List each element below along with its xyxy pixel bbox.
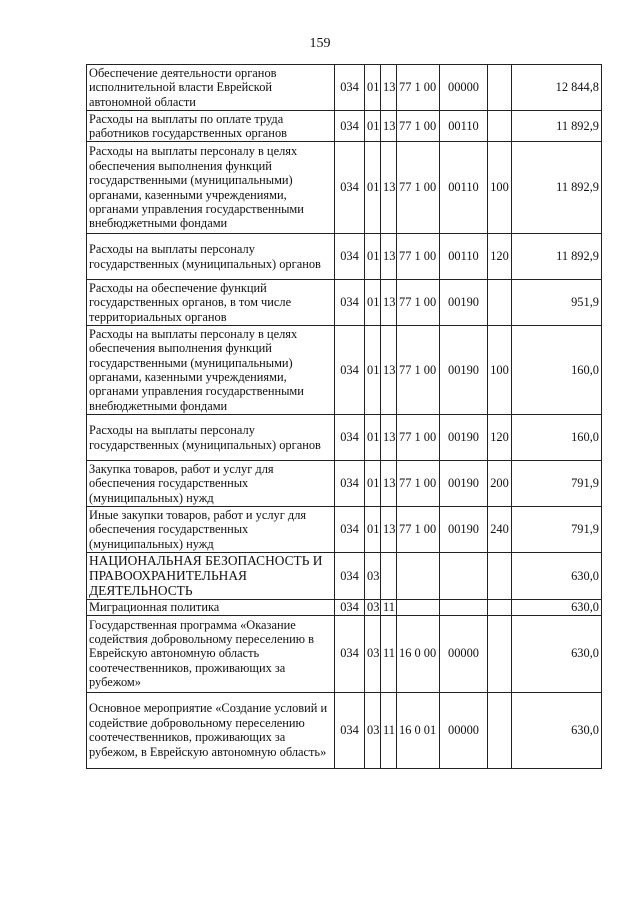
row-rz: 01 [365,326,381,415]
row-csr-code: 00000 [440,65,488,111]
row-vr [488,599,512,615]
row-name: Миграционная политика [87,599,335,615]
row-name: Расходы на выплаты персоналу в целях обеспечения выполнения функций государственными (муниципальными) органами, казенными учреждениями, органами управления государственными внебюджетными фондами [87,326,335,415]
row-amount: 951,9 [512,280,602,326]
row-amount: 160,0 [512,326,602,415]
row-grbs: 034 [335,461,365,507]
row-csr-code: 00190 [440,507,488,553]
row-rz: 01 [365,461,381,507]
row-rz: 01 [365,111,381,142]
row-pr: 13 [381,280,397,326]
row-pr: 11 [381,692,397,768]
row-name: Расходы на выплаты персоналу государственных (муниципальных) органов [87,415,335,461]
row-amount: 11 892,9 [512,142,602,234]
row-csr: 16 0 01 [397,692,440,768]
row-grbs: 034 [335,234,365,280]
row-csr: 77 1 00 [397,111,440,142]
row-grbs: 034 [335,65,365,111]
row-vr [488,553,512,600]
row-pr: 13 [381,326,397,415]
row-vr [488,615,512,692]
row-amount: 630,0 [512,615,602,692]
row-csr-code [440,599,488,615]
row-vr: 120 [488,234,512,280]
row-amount: 791,9 [512,461,602,507]
row-pr: 13 [381,234,397,280]
row-rz: 03 [365,692,381,768]
row-csr: 77 1 00 [397,280,440,326]
table-row [87,615,602,692]
row-name: Расходы на выплаты персоналу в целях обеспечения выполнения функций государственными (муниципальными) органами, казенными учреждениями, органами управления государственными внебюджетными фондами [87,142,335,234]
table-row [87,280,602,326]
row-csr-code: 00110 [440,142,488,234]
row-csr: 77 1 00 [397,326,440,415]
row-amount: 11 892,9 [512,234,602,280]
row-amount: 630,0 [512,553,602,600]
row-pr: 11 [381,599,397,615]
row-grbs: 034 [335,326,365,415]
row-rz: 03 [365,599,381,615]
row-rz: 01 [365,415,381,461]
row-amount: 160,0 [512,415,602,461]
row-pr: 13 [381,65,397,111]
row-grbs: 034 [335,615,365,692]
row-amount: 630,0 [512,692,602,768]
row-vr [488,65,512,111]
row-rz: 01 [365,65,381,111]
row-csr: 77 1 00 [397,65,440,111]
row-rz: 01 [365,234,381,280]
row-amount: 11 892,9 [512,111,602,142]
row-csr [397,599,440,615]
row-grbs: 034 [335,280,365,326]
row-csr: 16 0 00 [397,615,440,692]
row-grbs: 034 [335,415,365,461]
row-csr-code: 00110 [440,234,488,280]
row-name: Закупка товаров, работ и услуг для обеспечения государственных (муниципальных) нужд [87,461,335,507]
row-name: Расходы на обеспечение функций государственных органов, в том числе территориальных органов [87,280,335,326]
row-pr: 13 [381,507,397,553]
row-name: Основное мероприятие «Создание условий и содействие добровольному переселению соотечественников, проживающих за рубежом, в Еврейскую автономную область» [87,692,335,768]
row-csr-code: 00000 [440,615,488,692]
row-grbs: 034 [335,507,365,553]
row-csr: 77 1 00 [397,234,440,280]
row-csr-code: 00190 [440,326,488,415]
row-amount: 630,0 [512,599,602,615]
row-csr-code: 00110 [440,111,488,142]
table-row [87,234,602,280]
row-csr: 77 1 00 [397,461,440,507]
row-vr [488,111,512,142]
row-pr [381,553,397,600]
row-vr [488,280,512,326]
row-pr: 13 [381,142,397,234]
row-rz: 01 [365,507,381,553]
row-rz: 03 [365,615,381,692]
table-row [87,415,602,461]
row-csr: 77 1 00 [397,507,440,553]
row-pr: 13 [381,111,397,142]
row-name: Государственная программа «Оказание содействия добровольному переселению в Еврейскую автономную область соотечественников, проживающих за рубежом» [87,615,335,692]
table-row [87,507,602,553]
row-grbs: 034 [335,692,365,768]
row-grbs: 034 [335,142,365,234]
row-name: Иные закупки товаров, работ и услуг для обеспечения государственных (муниципальных) нужд [87,507,335,553]
row-pr: 13 [381,415,397,461]
row-vr: 100 [488,142,512,234]
row-vr: 100 [488,326,512,415]
row-grbs: 034 [335,111,365,142]
row-csr [397,553,440,600]
row-vr: 120 [488,415,512,461]
row-amount: 12 844,8 [512,65,602,111]
row-rz: 01 [365,142,381,234]
table-row [87,553,602,600]
row-name: Расходы на выплаты персоналу государственных (муниципальных) органов [87,234,335,280]
row-amount: 791,9 [512,507,602,553]
table-row [87,65,602,111]
row-csr-code: 00190 [440,461,488,507]
row-vr: 240 [488,507,512,553]
page-number: 159 [309,36,331,51]
row-csr-code [440,553,488,600]
row-rz: 01 [365,280,381,326]
row-name: НАЦИОНАЛЬНАЯ БЕЗОПАСНОСТЬ И ПРАВООХРАНИТЕЛЬНАЯ ДЕЯТЕЛЬНОСТЬ [87,553,335,600]
row-csr-code: 00000 [440,692,488,768]
row-pr: 11 [381,615,397,692]
row-csr-code: 00190 [440,415,488,461]
row-grbs: 034 [335,553,365,600]
table-row [87,599,602,615]
row-vr: 200 [488,461,512,507]
table-row [87,111,602,142]
table-row [87,142,602,234]
row-pr: 13 [381,461,397,507]
row-csr-code: 00190 [440,280,488,326]
table-row [87,461,602,507]
row-name: Обеспечение деятельности органов исполнительной власти Еврейской автономной области [87,65,335,111]
row-rz: 03 [365,553,381,600]
row-vr [488,692,512,768]
row-csr: 77 1 00 [397,415,440,461]
row-csr: 77 1 00 [397,142,440,234]
row-name: Расходы на выплаты по оплате труда работников государственных органов [87,111,335,142]
table-row [87,326,602,415]
budget-table [86,64,602,769]
row-grbs: 034 [335,599,365,615]
table-row [87,692,602,768]
